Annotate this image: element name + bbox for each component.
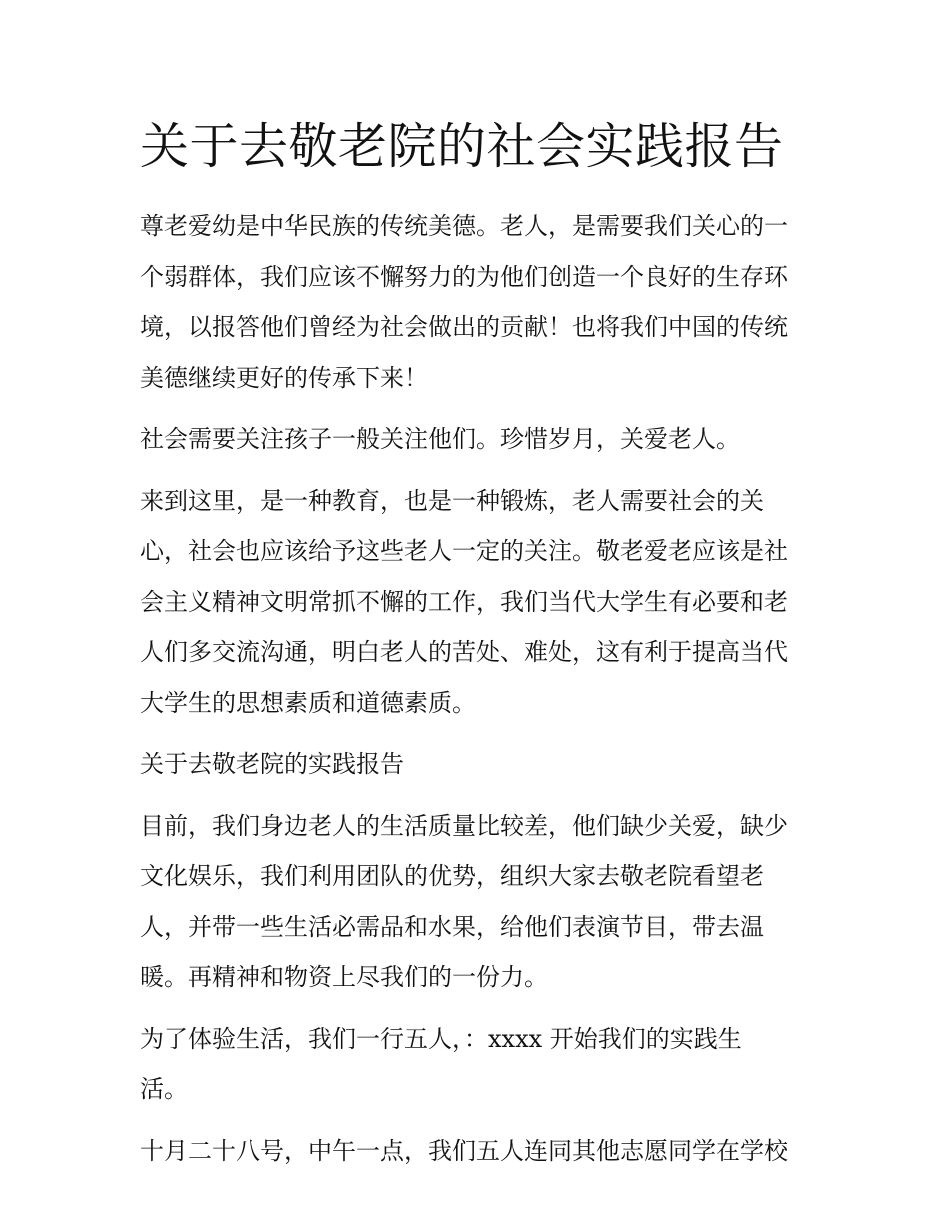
paragraph-intro bbox=[140, 201, 820, 403]
document-title: 关于去敬老院的社会实践报告 bbox=[140, 118, 784, 175]
text-line: 文化娱乐，我们利用团队的优势，组织大家去敬老院看望老 bbox=[140, 862, 764, 890]
text-line: 个弱群体，我们应该不懈努力的为他们创造一个良好的生存环 bbox=[140, 262, 788, 291]
paragraph-current-situation bbox=[140, 801, 820, 1003]
text-line: 美德继续更好的传承下来！ bbox=[140, 363, 428, 392]
text-line: 尊老爱幼是中华民族的传统美德。老人，是需要我们关心的一 bbox=[140, 212, 788, 240]
text-line: 大学生的思想素质和道德素质。 bbox=[140, 688, 476, 717]
paragraph-care bbox=[140, 414, 820, 465]
text-line: 人们多交流沟通，明白老人的苦处、难处，这有利于提高当代 bbox=[140, 638, 788, 666]
text-line: 暖。再精神和物资上尽我们的一份力。 bbox=[140, 963, 548, 991]
text-line: 心，社会也应该给予这些老人一定的关注。敬老爱老应该是社 bbox=[140, 537, 788, 565]
text-line: 为了体验生活，我们一行五人，：xxxx 开始我们的实践生 bbox=[140, 1024, 742, 1053]
section-heading bbox=[140, 739, 820, 790]
text-line: 来到这里，是一种教育，也是一种锻炼，老人需要社会的关 bbox=[140, 486, 764, 515]
paragraph-education bbox=[140, 476, 820, 729]
text-line: 社会需要关注孩子一般关注他们。珍惜岁月，关爱老人。 bbox=[140, 425, 740, 453]
paragraph-experience bbox=[140, 1014, 820, 1115]
text-line: 目前，我们身边老人的生活质量比较差，他们缺少关爱，缺少 bbox=[140, 811, 788, 840]
document-body bbox=[140, 201, 820, 1176]
paragraph-date bbox=[140, 1126, 820, 1177]
text-line: 人，并带一些生活必需品和水果，给他们表演节目，带去温 bbox=[140, 912, 764, 941]
text-line: 关于去敬老院的实践报告 bbox=[140, 750, 404, 778]
text-line: 十月二十八号，中午一点，我们五人连同其他志愿同学在学校 bbox=[140, 1136, 788, 1165]
text-line: 境，以报答他们曾经为社会做出的贡献！也将我们中国的传统 bbox=[140, 313, 788, 341]
text-line: 活。 bbox=[140, 1075, 188, 1103]
text-line: 会主义精神文明常抓不懈的工作，我们当代大学生有必要和老 bbox=[140, 587, 788, 616]
